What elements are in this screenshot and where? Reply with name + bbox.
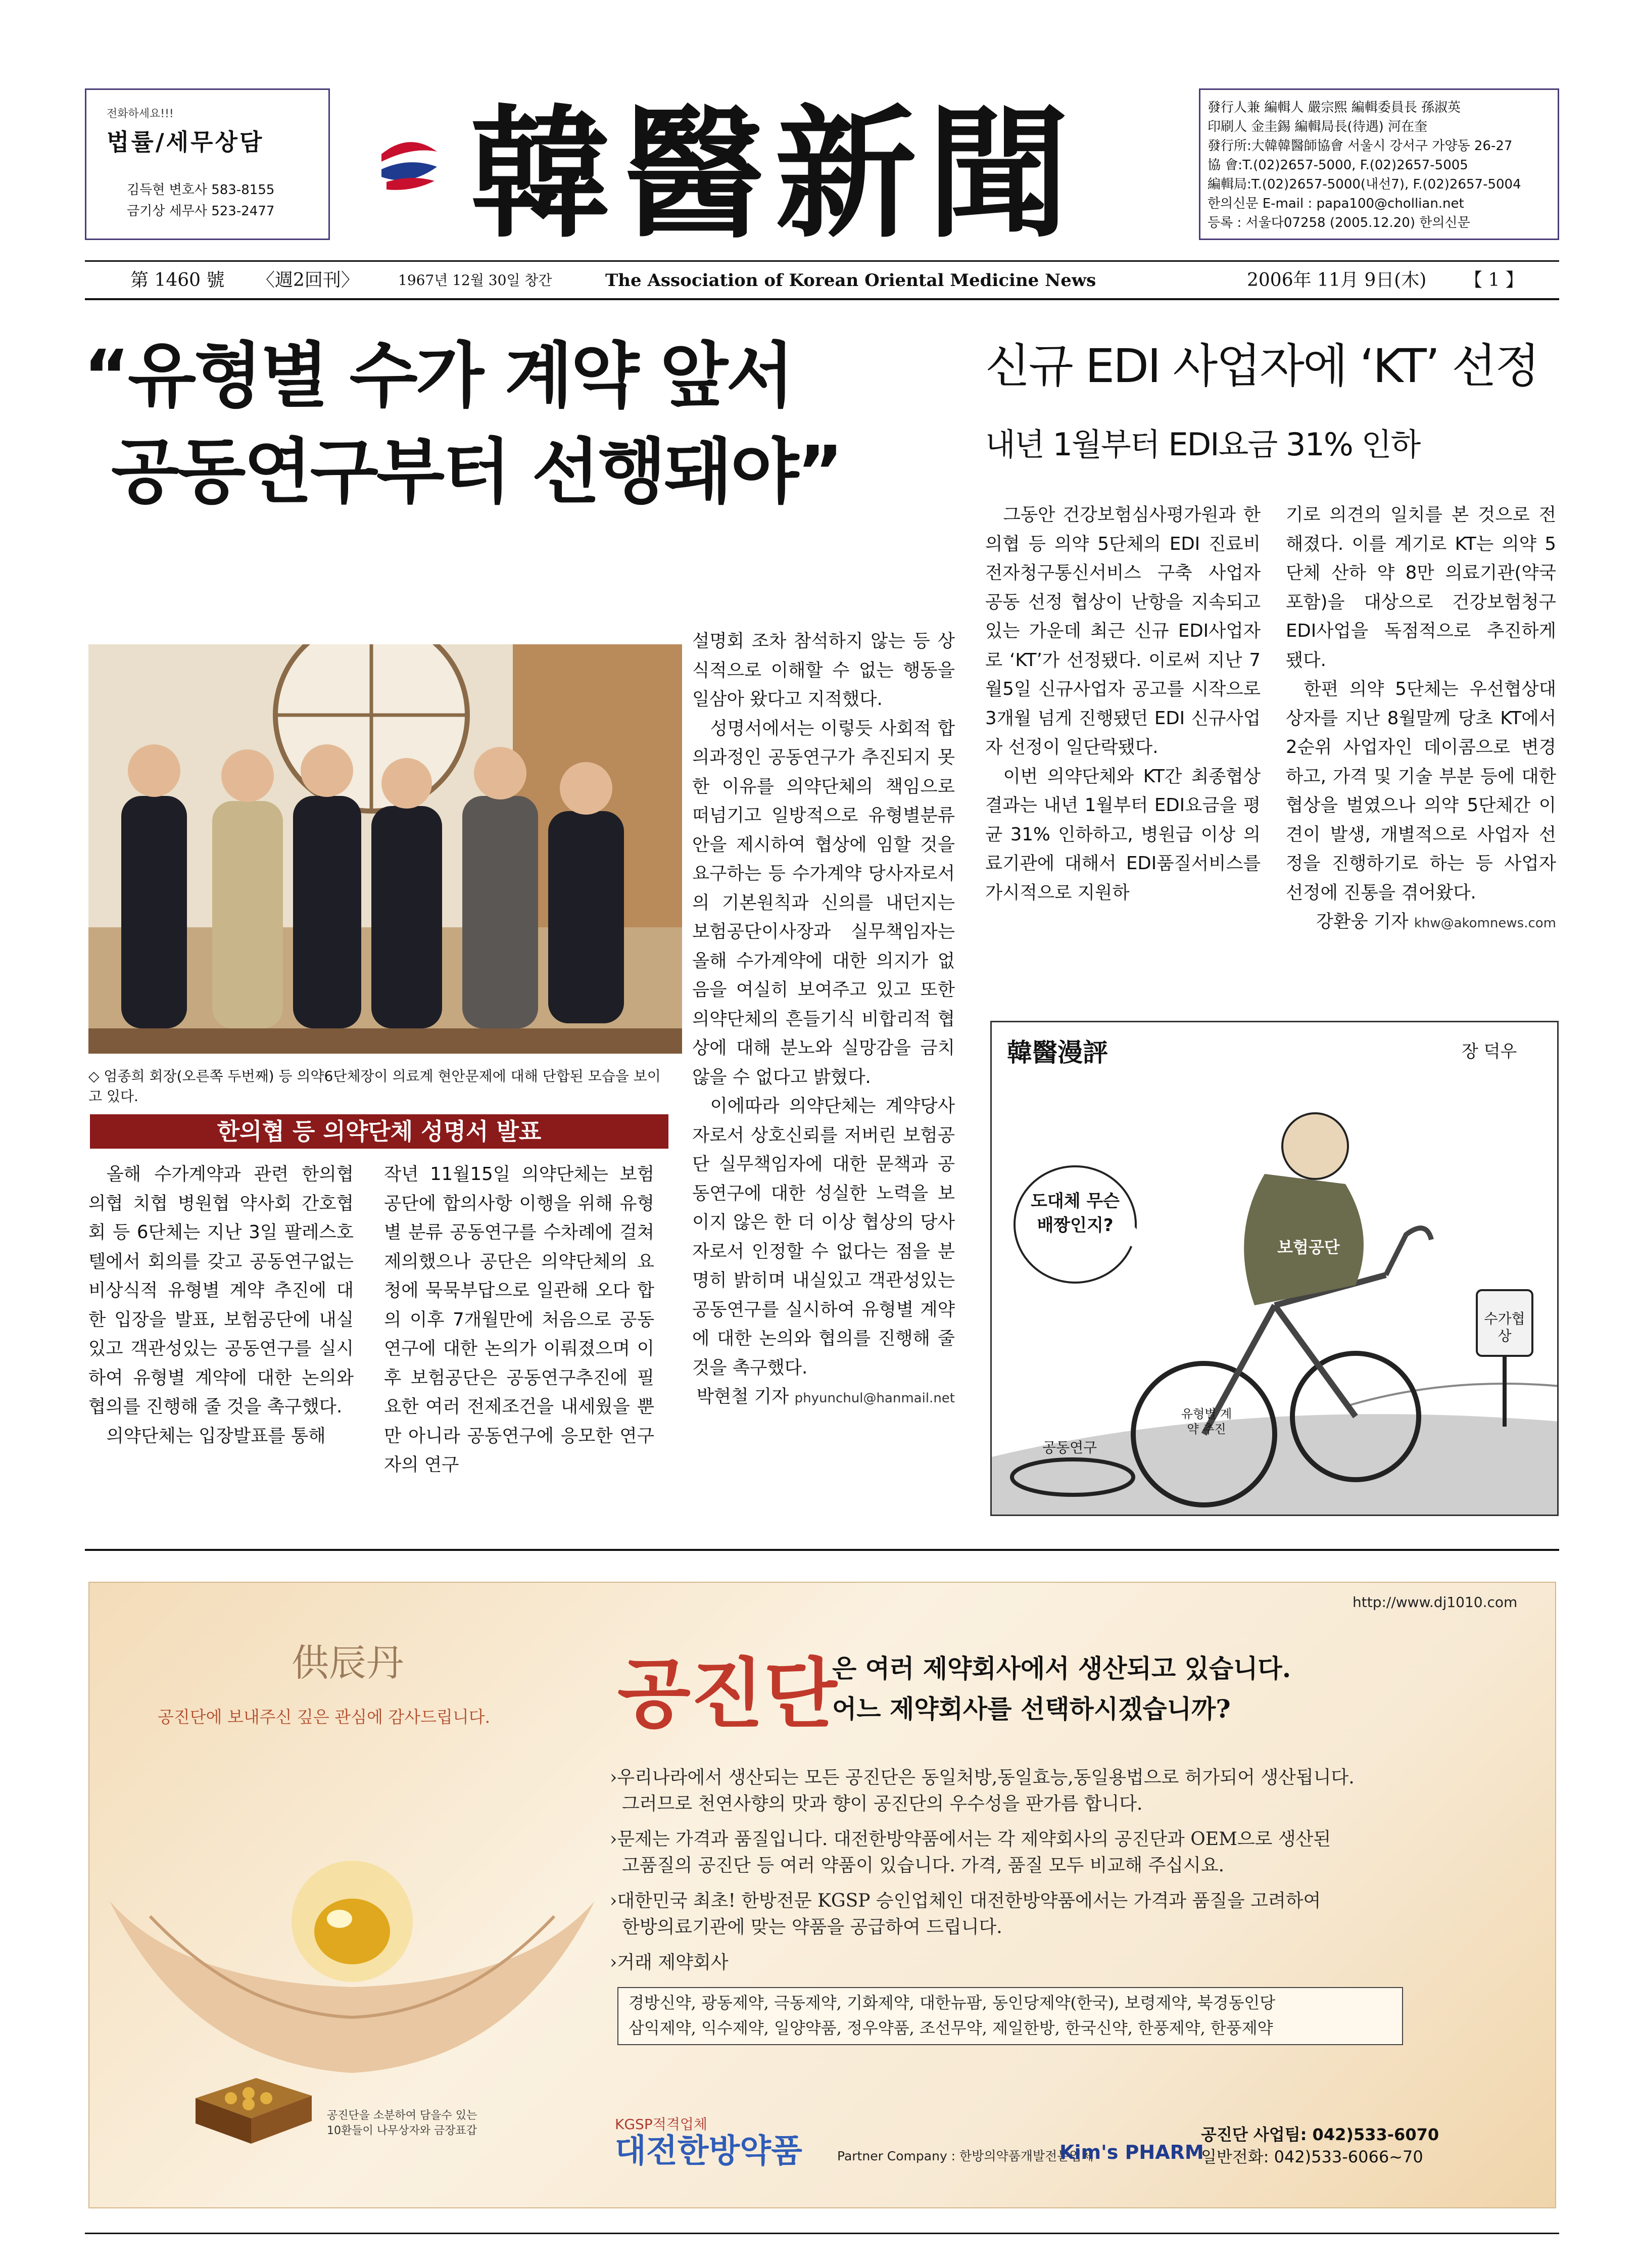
ad-contact-1: 공진단 사업팀: 042)533-6070 xyxy=(1201,2125,1439,2144)
ad-company: 대전한방약품 xyxy=(615,2133,802,2170)
lead-byline-email: phyunchul@hanmail.net xyxy=(794,1391,955,1406)
ad-point xyxy=(610,1765,1355,1817)
lead-paragraph: 의약단체는 입장발표를 통해 xyxy=(106,1425,326,1446)
lead-byline xyxy=(692,1382,955,1413)
edi-column-1 xyxy=(985,500,1261,907)
ad-partner-label: Partner Company : 한방의약품개발전문업체 xyxy=(837,2149,1094,2163)
ad-points xyxy=(610,1765,1355,1976)
cartoon-bubble: 도대체 무슨 배짱인지? xyxy=(1030,1191,1120,1236)
edi-paragraph: 그동안 건강보험심사평가원과 한의협 등 의약 5단체의 EDI 진료비 전자청구통신서비스 구축 사업자 공동 선정 협상이 난항을 지속되고 있는 가운데 최근 신규 EDI사업자로 ‘KT’가 선정됐다. 이로써 지난 7월5일 신규사업자 공고를 시작으로 3개월 넘게 진행됐던 EDI 신규사업자 선정이 일단락됐다. xyxy=(985,504,1261,758)
ad-contact-2: 일반전화: 042)533-6066~70 xyxy=(1201,2147,1423,2166)
dateline-rule-bottom xyxy=(85,298,1559,300)
ad-point-line: ›우리나라에서 생산되는 모든 공진단은 동일처방,동일효능,동일용법으로 허가되어 생산됩니다. xyxy=(610,1767,1355,1788)
issue-date: 2006年 11月 9日(木) xyxy=(1247,270,1427,291)
edi-headline: 신규 EDI 사업자에 ‘KT’ 선정 xyxy=(985,339,1538,393)
dateline xyxy=(85,265,1559,296)
lead-paragraph: 성명서에서는 이렇듯 사회적 합의과정인 공동연구가 추진되지 못한 이유를 의약단체의 책임으로 떠넘기고 일방적으로 유형별분류안을 제시하여 협상에 임할 것을 요구하는 등 수가계약 당사자로서의 기본원칙과 신의를 내던지는 보험공단이사장과 실무책임자는 올해 수가계약에 대한 의지가 없음을 여실히 보여주고 있고 또한 의약단체의 흔들기식 비합리적 협상에 대해 분노와 실망감을 금치 않을 수 없다고 밝혔다. xyxy=(692,718,955,1088)
issue-frequency: 〈週2回刊〉 xyxy=(257,270,359,291)
ad-wooden-box xyxy=(185,2068,317,2149)
masthead-title: 韓醫新聞 xyxy=(470,91,1080,257)
publisher-line: 發行人兼 編輯人 嚴宗熙 編輯委員長 孫淑英 xyxy=(1208,100,1461,115)
edi-paragraph: 이번 의약단체와 KT간 최종협상 결과는 내년 1월부터 EDI요금을 평균 31% 인하하고, 병원급 이상 의료기관에 대해서 EDI품질서비스를 가시적으로 지원하 xyxy=(985,766,1261,903)
lead-headline-line: “유형별 수가 계약 앞서 xyxy=(83,335,793,417)
lead-headline-line: 공동연구부터 선행돼야” xyxy=(111,431,842,513)
ad-product-hanja: 供辰丹 xyxy=(292,1641,404,1685)
ad-box-caption-line: 공진단을 소분하여 담을수 있는 xyxy=(327,2109,477,2122)
publisher-line: 등록 : 서울다07258 (2005.12.20) 한의신문 xyxy=(1208,215,1470,230)
publisher-line: 發行所:大韓韓醫師協會 서울시 강서구 가양동 26-27 xyxy=(1208,138,1513,154)
lead-column-2 xyxy=(384,1160,654,1480)
photo-caption: ◇ 엄종희 회장(오른쪽 두번째) 등 의약6단체장이 의료계 현안문제에 대해 단합된 모습을 보이고 있다. xyxy=(88,1068,661,1105)
ad-point xyxy=(610,1826,1355,1879)
ad-partners-line: 경방신약, 광동제약, 극동제약, 기화제약, 대한뉴팜, 동인당제약(한국), 보령제약, 북경동인당 xyxy=(629,1993,1276,2012)
publisher-line: 印刷人 金圭錫 編輯局長(待遇) 河在奎 xyxy=(1208,119,1428,134)
edi-paragraph: 기로 의견의 일치를 본 것으로 전해졌다. 이를 계기로 KT는 의약 5단체 산하 약 8만 의료기관(약국 포함)을 대상으로 건강보험청구 EDI사업을 독점적으로 추진하게 됐다. xyxy=(1286,504,1556,671)
cartoon-title: 韓醫漫評 xyxy=(1007,1037,1108,1067)
ad-box-caption-line: 10환들이 나무상자와 금장표갑 xyxy=(327,2124,477,2137)
lead-column-1 xyxy=(88,1160,354,1450)
publisher-line: 한의신문 E-mail : papa100@chollian.net xyxy=(1208,196,1464,211)
cartoon-tire-label: 공동연구 xyxy=(1042,1439,1097,1456)
consult-line: 금기상 세무사 523-2477 xyxy=(127,204,275,219)
lead-paragraph: 올해 수가계약과 관련 한의협 의협 치협 병원협 약사회 간호협회 등 6단체는 지난 3일 팔레스호텔에서 회의를 갖고 공동연구없는 비상식적 유형별 계약 추진에 대한 입장을 발표, 보험공단에 내실있고 객관성있는 공동연구를 실시하여 유형별 계약에 대한 논의와 협의를 진행해 줄 것을 촉구했다. xyxy=(88,1164,354,1417)
cartoon xyxy=(990,1021,1559,1516)
ad-url: http://www.dj1010.com xyxy=(1353,1594,1518,1611)
consult-small: 전화하세요!!! xyxy=(107,108,174,120)
association-logo xyxy=(371,126,447,202)
edi-byline xyxy=(1286,907,1556,938)
page-number: 【 1 】 xyxy=(1464,270,1524,291)
lead-headline xyxy=(83,328,993,521)
ad-point xyxy=(610,1888,1355,1941)
ad-tagline-1: 은 여러 제약회사에서 생산되고 있습니다. xyxy=(832,1653,1291,1683)
edi-byline-email: khw@akomnews.com xyxy=(1414,916,1556,931)
lead-paragraph: 작년 11월15일 의약단체는 보험공단에 합의사항 이행을 위해 유형별 분류 공동연구를 수차례에 걸쳐 제의했으나 공단은 의약단체의 요청에 묵묵부답으로 일관해 오다 합의 이후 7개월만에 처음으로 공동연구에 대한 논의가 이뤄졌으며 이후 보험공단은 공동연구추진에 필요한 여러 전제조건을 내세웠을 뿐만 아니라 공동연구에 응모한 연구자의 연구 xyxy=(384,1164,654,1475)
ad-brand: 공진단 xyxy=(617,1649,837,1738)
ad-partners-title: ›거래 제약회사 xyxy=(610,1952,729,1973)
ad-point-line: ›대한민국 최초! 한방전문 KGSP 승인업체인 대전한방약품에서는 가격과 품질을 고려하여 xyxy=(610,1891,1321,1911)
ad-kgsp: KGSP적격업체 xyxy=(615,2116,707,2133)
ad-tagline-2: 어느 제약회사를 선택하시겠습니까? xyxy=(832,1694,1231,1724)
ad-point-line: ›문제는 가격과 품질입니다. 대전한방약품에서는 각 제약회사의 공진단과 OEM으로 생산된 xyxy=(610,1829,1331,1850)
issue-number: 第 1460 號 xyxy=(130,270,225,291)
ad-point-line: 고품질의 공진단 등 여러 약품이 있습니다. 가격, 품질 모두 비교해 주십시요. xyxy=(622,1855,1225,1876)
cartoon-rider-label: 보험공단 xyxy=(1277,1238,1340,1257)
lead-subhead: 한의협 등 의약단체 성명서 발표 xyxy=(90,1114,668,1149)
ad-box-caption xyxy=(327,2108,477,2139)
founded-date: 1967년 12월 30일 창간 xyxy=(398,272,552,289)
ad-thanks: 공진단에 보내주신 깊은 관심에 감사드립니다. xyxy=(158,1707,491,1727)
publisher-line: 編輯局:T.(02)2657-5000(내선7), F.(02)2657-5004 xyxy=(1208,177,1521,192)
edi-byline-name: 강환웅 기자 xyxy=(1316,911,1409,932)
consult-line: 김득현 변호사 583-8155 xyxy=(127,182,275,198)
edi-subhead: 내년 1월부터 EDI요금 31% 인하 xyxy=(985,426,1420,463)
bottom-rule xyxy=(85,2233,1559,2234)
dateline-rule-top xyxy=(85,260,1559,262)
lead-paragraph: 설명회 조차 참석하지 않는 등 상식적으로 이해할 수 없는 행동을 일삼아 왔다고 지적했다. xyxy=(692,631,955,710)
lead-byline-name: 박현철 기자 xyxy=(696,1386,789,1407)
lead-paragraph: 이에따라 의약단체는 계약당사자로서 상호신뢰를 저버린 보험공단 실무책임자에 대한 문책과 공동연구에 대한 성실한 노력을 보이지 않은 한 더 이상 협상의 당사자로서 인정할 수 없다는 점을 분명히 밝히며 내실있고 객관성있는 공동연구를 실시하여 유형별 계약에 대한 논의와 협의를 진행해 줄 것을 촉구했다. xyxy=(692,1096,955,1378)
publisher-line: 協 會:T.(02)2657-5000, F.(02)2657-5005 xyxy=(1208,158,1468,173)
ad-point-line: 한방의료기관에 맞는 약품을 공급하여 드립니다. xyxy=(622,1917,1002,1938)
ad-partner-brand: Kim's PHARM xyxy=(1059,2141,1204,2163)
cartoon-sign-label: 수가협상 xyxy=(1484,1310,1525,1344)
consult-box xyxy=(85,88,330,240)
publisher-box xyxy=(1199,88,1559,240)
consult-title: 법률/세무상담 xyxy=(107,128,264,156)
lead-photo xyxy=(88,644,682,1054)
ad-hands-image xyxy=(89,1750,615,2103)
edi-paragraph: 한편 의약 5단체는 우선협상대상자를 지난 8월말께 당초 KT에서 2순위 사업자인 데이콤으로 변경하고, 가격 및 기술 부분 등에 대한 협상을 벌였으나 의약 5단체간 이견이 발생, 개별적으로 사업자 선정을 진행하기로 하는 등 사업자 선정에 진통을 겪어왔다. xyxy=(1286,679,1556,903)
ad-point-line: 그러므로 천연사향의 맛과 향이 공진단의 우수성을 판가름 합니다. xyxy=(622,1793,1143,1814)
advertisement xyxy=(88,1582,1556,2208)
cartoon-artist: 장 덕우 xyxy=(1462,1042,1517,1062)
edi-column-2 xyxy=(1286,500,1556,938)
ad-partners-box xyxy=(617,1987,1403,2045)
cartoon-wheel-label: 유형별 계약 추진 xyxy=(1181,1407,1232,1436)
lead-column-3 xyxy=(692,627,955,1413)
ad-partners-line: 삼익제약, 익수제약, 일양약품, 정우약품, 조선무약, 제일한방, 한국신약, 한풍제약, 한풍제약 xyxy=(629,2018,1273,2038)
section-rule xyxy=(85,1549,1559,1551)
english-title: The Association of Korean Oriental Medicine News xyxy=(605,270,1096,291)
